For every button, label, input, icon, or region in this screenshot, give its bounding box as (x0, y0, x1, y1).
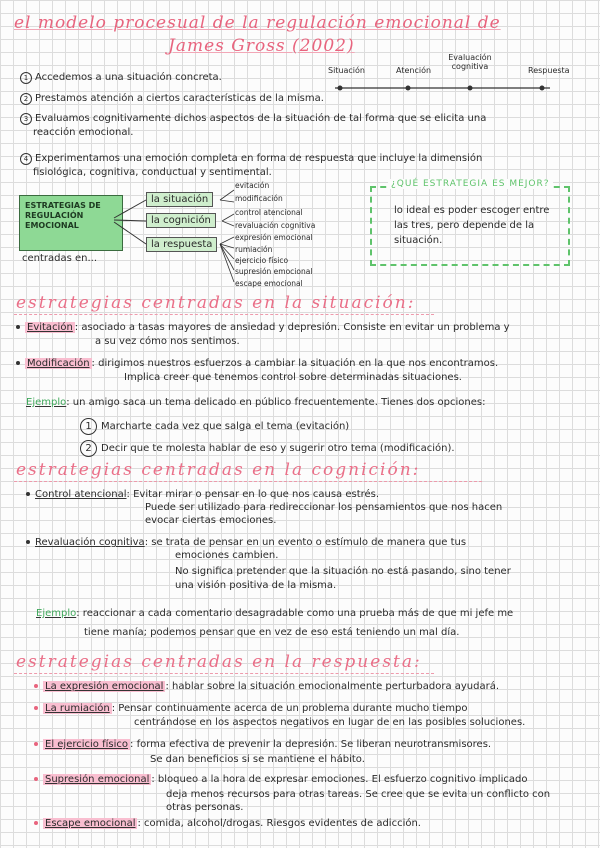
term: Modificación (27, 358, 90, 369)
bullet (34, 742, 38, 746)
example-option-2: 2 Decir que te molesta hablar de eso y sugerir otro tema (modificación). (80, 440, 455, 457)
item-escape: Escape emocional : comida, alcohol/drogas. Riesgos evidentes de adicción. (34, 818, 421, 830)
timeline-label: Atención (396, 66, 432, 75)
bullet (26, 492, 30, 496)
step-number: 4 (20, 153, 32, 165)
question-answer-line: situación. (394, 235, 443, 246)
bullet (34, 706, 38, 710)
sub-evitacion: evitación (235, 181, 270, 190)
item-control-atencional: Control atencional: Evitar mirar o pensar en lo que nos causa estrés. (26, 489, 379, 501)
bullet (26, 540, 30, 544)
step-number: 3 (20, 113, 32, 125)
bullet (34, 821, 38, 825)
step-number: 2 (20, 93, 32, 105)
branch-line (220, 237, 234, 244)
page-title: el modelo procesual de la regulación emocional de (14, 13, 501, 33)
step-2: 2 Prestamos atención a ciertos características de la misma. (20, 93, 324, 105)
sub-modificacion: modificación (235, 194, 283, 203)
item-revaluacion-cont: No significa pretender que la situación no está pasando, sino tener (175, 566, 511, 577)
page-subtitle: James Gross (2002) (168, 36, 355, 56)
option-number: 1 (80, 418, 97, 435)
step-3: 3 Evaluamos cognitivamente dichos aspectos de la situación de tal forma que se elicita una (20, 113, 486, 125)
option-number: 2 (80, 440, 97, 457)
branch-line (222, 221, 234, 226)
item-modificacion-cont: Implica creer que tenemos control sobre determinadas situaciones. (124, 372, 462, 383)
branch-situacion: la situación (146, 192, 213, 207)
item-rumiacion: La rumiación : Pensar continuamente acerca de un problema durante mucho tiempo (34, 703, 468, 715)
example-option-1: 1 Marcharte cada vez que salga el tema (evitación) (80, 418, 349, 435)
sub-supresion: supresión emocional (235, 267, 313, 276)
bullet (34, 777, 38, 781)
item-supresion-cont: deja menos recursos para otras tareas. Se cree que se evita un conflicto con (166, 789, 551, 800)
sub-rumiacion: rumiación (235, 245, 273, 254)
item-supresion-cont: otras personas. (166, 802, 244, 813)
term: Supresión emocional (45, 774, 150, 785)
branch-cognicion: la cognición (146, 213, 216, 228)
item-ejercicio: El ejercicio físico : forma efectiva de prevenir la depresión. Se liberan neurotransmisores. (34, 739, 491, 751)
step-3-continued: reacción emocional. (33, 127, 134, 138)
example-situacion: Ejemplo: un amigo saca un tema delicado en público frecuentemente. Tienes dos opciones: (26, 397, 486, 408)
term: Escape emocional (45, 818, 136, 829)
timeline-dot (540, 86, 545, 91)
centradas-en-label: centradas en... (22, 253, 98, 264)
timeline-dot (406, 86, 411, 91)
item-revaluacion: Revaluación cognitiva: se trata de pensar en un evento o estímulo de manera que tus (26, 537, 466, 549)
item-modificacion: Modificación : dirigimos nuestros esfuerzos a cambiar la situación en la que nos encontramos. (16, 358, 498, 370)
heading-underline (14, 314, 434, 315)
term: Control atencional (35, 489, 127, 500)
branch-line (220, 200, 234, 202)
item-ejercicio-cont: Se dan beneficios si se mantiene el hábito. (150, 754, 365, 765)
timeline-label: Respuesta (528, 66, 570, 75)
arrow-respuesta (114, 222, 146, 244)
bullet (16, 325, 20, 329)
sub-expresion: expresión emocional (235, 233, 313, 242)
timeline-label: Situación (328, 66, 365, 75)
term: La rumiación (45, 703, 110, 714)
step-number: 1 (20, 72, 32, 84)
item-revaluacion-cont: emociones cambien. (175, 550, 279, 561)
example-label: Ejemplo (36, 608, 77, 619)
term: Revaluación cognitiva (35, 537, 145, 548)
term: Evitación (27, 322, 73, 333)
term: El ejercicio físico (45, 739, 129, 750)
section-heading-cognicion: estrategias centradas en la cognición: (16, 460, 421, 480)
item-evitacion-cont: a su vez cómo nos sentimos. (95, 336, 240, 347)
item-evitacion: Evitación : asociado a tasas mayores de ansiedad y depresión. Consiste en evitar un problema y (16, 322, 510, 334)
branch-respuesta: la respuesta (146, 237, 217, 252)
timeline-dot (338, 86, 343, 91)
item-revaluacion-cont: una visión positiva de la misma. (175, 580, 337, 591)
heading-underline (14, 481, 482, 482)
arrow-situacion (114, 200, 146, 218)
question-title: ¿QUÉ ESTRATEGIA ES MEJOR? (388, 179, 553, 189)
step-4: 4 Experimentamos una emoción completa en forma de respuesta que incluye la dimensión (20, 153, 482, 165)
process-timeline (330, 80, 560, 96)
item-control-atencional-cont: evocar ciertas emociones. (145, 515, 277, 526)
arrow-cognicion (114, 220, 146, 221)
sub-ejercicio: ejercicio físico (235, 256, 289, 265)
section-heading-situacion: estrategias centradas en la situación: (16, 293, 416, 313)
strategies-box: ESTRATEGIAS DE REGULACIÓN EMOCIONAL (19, 195, 123, 251)
step-1: 1 Accedemos a una situación concreta. (20, 72, 222, 84)
item-expresion: La expresión emocional : hablar sobre la situación emocionalmente perturbadora ayudará. (34, 681, 499, 693)
item-rumiacion-cont: centrándose en los aspectos negativos en lugar de en las posibles soluciones. (134, 717, 526, 728)
item-control-atencional-cont: Puede ser utilizado para redireccionar los pensamientos que nos hacen (145, 502, 503, 513)
question-answer-line: lo ideal es poder escoger entre (394, 205, 550, 216)
branch-line (220, 190, 234, 200)
example-cognicion-cont: tiene manía; podemos pensar que en vez de eso está teniendo un mal día. (84, 627, 460, 638)
sub-control-atencional: control atencional (235, 208, 303, 217)
term: La expresión emocional (45, 681, 164, 692)
bullet (34, 684, 38, 688)
section-heading-respuesta: estrategias centradas en la respuesta: (16, 652, 422, 672)
example-cognicion: Ejemplo: reaccionar a cada comentario desagradable como una prueba más de que mi jefe me (36, 608, 514, 619)
timeline-dot (468, 86, 473, 91)
timeline-label: Evaluación cognitiva (448, 53, 492, 71)
sub-escape: escape emocional (235, 279, 303, 288)
example-label: Ejemplo (26, 397, 67, 408)
heading-underline (14, 673, 434, 674)
item-supresion: Supresión emocional : bloqueo a la hora de expresar emociones. El esfuerzo cognitivo implicado (34, 774, 527, 786)
branch-line (222, 214, 234, 221)
step-4-continued: fisiológica, cognitiva, conductual y sentimental. (33, 167, 272, 178)
branch-line (220, 244, 234, 282)
sub-revaluacion: revaluación cognitiva (235, 221, 316, 230)
bullet (16, 361, 20, 365)
question-answer-line: las tres, pero depende de la (394, 220, 535, 231)
